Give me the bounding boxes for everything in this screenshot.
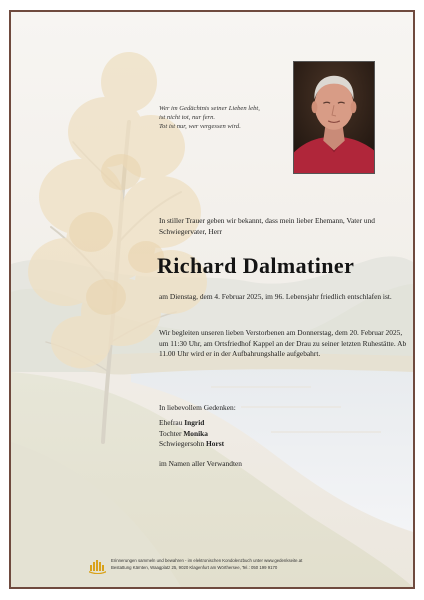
- family-relation: Schwiegersohn: [159, 439, 205, 448]
- family-list: [159, 418, 224, 450]
- family-relation: Ehefrau: [159, 418, 183, 427]
- family-member: [159, 429, 224, 440]
- family-relation: Tochter: [159, 428, 182, 438]
- funeral-details-text: Wir begleiten unseren lieben Verstorbenen am Donnerstag, dem 20. Februar 2025, um 11:30 Uhr, am Ortsfriedhof Kappel an der Drau zu seiner letzten Ruhestätte. Ab 11.00 Uhr wird er in der Aufbahrungshalle aufgebahrt.: [159, 328, 407, 358]
- footer: [89, 556, 359, 578]
- family-name: Monika: [183, 428, 208, 438]
- memorial-quote: [159, 104, 299, 131]
- footer-line: Bestattung Kärnten, Waagplatz 25, 9020 Klagenfurt am Wörthersee, Tel.: 050 199 9170: [111, 565, 278, 570]
- family-member: [159, 439, 224, 450]
- deceased-name: Richard Dalmatiner: [157, 253, 355, 278]
- portrait-photo: [293, 61, 375, 174]
- family-name: Horst: [206, 439, 225, 448]
- bestattung-logo-icon: [89, 558, 107, 574]
- family-name: Ingrid: [184, 418, 205, 427]
- footer-line: Erinnerungen sammeln und bewahren - im elektronischen Kondolenzbuch unter www.gedenkseite.at: [111, 558, 303, 563]
- quote-line: Tot ist nur, wer vergessen wird.: [159, 123, 241, 130]
- mourners-title: In liebevollem Gedenken:: [159, 403, 236, 412]
- family-member: [159, 418, 224, 429]
- quote-line: ist nicht tot, nur fern.: [159, 114, 216, 121]
- intro-text: In stiller Trauer geben wir bekannt, dass mein lieber Ehemann, Vater und Schwiegervater, Herr: [159, 216, 375, 236]
- footer-text: [111, 557, 361, 571]
- all-relatives-text: im Namen aller Verwandten: [159, 459, 242, 468]
- obituary-frame: [9, 10, 415, 589]
- death-notice-text: am Dienstag, dem 4. Februar 2025, im 96. Lebensjahr friedlich entschlafen ist.: [159, 292, 392, 301]
- quote-line: Wer im Gedächtnis seiner Lieben lebt,: [159, 105, 260, 112]
